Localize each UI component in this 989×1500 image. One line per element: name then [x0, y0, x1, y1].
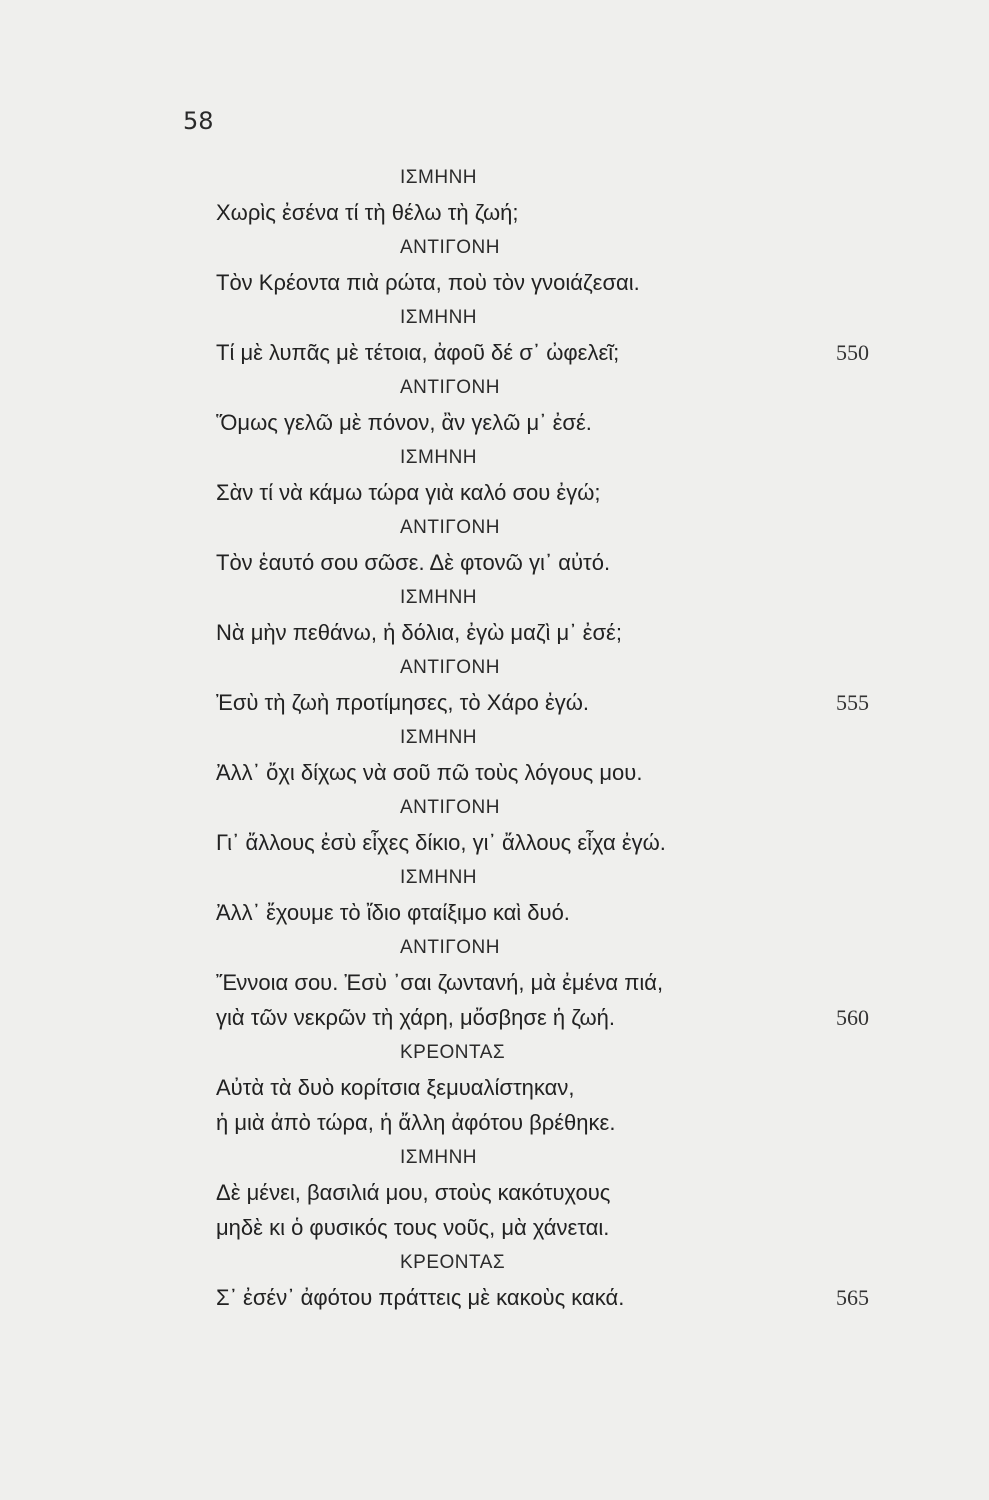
speaker-name: ΙΣΜΗΝΗ [400, 1147, 478, 1168]
verse-line [216, 1175, 989, 1210]
verse-text: Νὰ μὴν πεθάνω, ἡ δόλια, ἐγὼ μαζὶ μ᾽ ἐσέ; [216, 620, 622, 645]
verse-text: Ἐσὺ τὴ ζωὴ προτίμησες, τὸ Χάρο ἐγώ. [216, 690, 590, 715]
verse-line [216, 1105, 989, 1140]
verse-line [216, 895, 989, 930]
verse-line [216, 405, 989, 440]
speaker-name: ΑΝΤΙΓΟΝΗ [400, 377, 500, 398]
speaker-name: ΙΣΜΗΝΗ [400, 447, 478, 468]
verse-line [216, 545, 989, 580]
verse-text: Αὐτὰ τὰ δυὸ κορίτσια ξεμυαλίστηκαν, [216, 1075, 575, 1100]
verse-text: Τὸν Κρέοντα πιὰ ρώτα, ποὺ τὸν γνοιάζεσαι. [216, 270, 640, 295]
verse-text: ἡ μιὰ ἀπὸ τώρα, ἡ ἄλλη ἀφότου βρέθηκε. [216, 1110, 616, 1135]
verse-line [216, 825, 989, 860]
line-number: 555 [836, 690, 869, 715]
verse-line [216, 195, 989, 230]
verse-text: Ἔννοια σου. Ἐσὺ ᾽σαι ζωντανή, μὰ ἐμένα πιά, [216, 970, 664, 995]
speaker-name: ΚΡΕΟΝΤΑΣ [400, 1252, 506, 1273]
line-number: 550 [836, 340, 869, 365]
verse-text: μηδὲ κι ὁ φυσικός τους νοῦς, μὰ χάνεται. [216, 1215, 610, 1240]
speaker-name: ΚΡΕΟΝΤΑΣ [400, 1042, 506, 1063]
verse-line [216, 265, 989, 300]
verse-text: Γι᾽ ἄλλους ἐσὺ εἶχες δίκιο, γι᾽ ἄλλους εἶχα ἐγώ. [216, 830, 666, 855]
speaker-name: ΑΝΤΙΓΟΝΗ [400, 797, 500, 818]
verse-text: Ὅμως γελῶ μὲ πόνον, ἂν γελῶ μ᾽ ἐσέ. [216, 410, 592, 435]
verse-line [216, 1000, 989, 1035]
verse-line [216, 475, 989, 510]
verse-text: Ἀλλ᾽ ὄχι δίχως νὰ σοῦ πῶ τοὺς λόγους μου. [216, 760, 643, 785]
speaker-name: ΙΣΜΗΝΗ [400, 587, 478, 608]
verse-text: Τὸν ἑαυτό σου σῶσε. Δὲ φτονῶ γι᾽ αὐτό. [216, 550, 611, 575]
verse-line [216, 1210, 989, 1245]
verse-text: γιὰ τῶν νεκρῶν τὴ χάρη, μὄσβησε ἡ ζωή. [216, 1005, 615, 1030]
speaker-name: ΙΣΜΗΝΗ [400, 867, 478, 888]
verse-line [216, 615, 989, 650]
verse-line [216, 335, 989, 370]
speaker-name: ΙΣΜΗΝΗ [400, 727, 478, 748]
verse-line [216, 1280, 989, 1315]
verse-text: Σὰν τί νὰ κάμω τώρα γιὰ καλό σου ἐγώ; [216, 480, 601, 505]
dialogue-text [0, 160, 989, 1315]
line-number: 565 [836, 1285, 869, 1310]
verse-line [216, 965, 989, 1000]
page-number: 58 [183, 107, 214, 135]
speaker-name: ΙΣΜΗΝΗ [400, 167, 478, 188]
verse-line [216, 755, 989, 790]
verse-line [216, 1070, 989, 1105]
speaker-name: ΑΝΤΙΓΟΝΗ [400, 937, 500, 958]
speaker-name: ΑΝΤΙΓΟΝΗ [400, 657, 500, 678]
speaker-name: ΙΣΜΗΝΗ [400, 307, 478, 328]
verse-text: Σ᾽ ἐσέν᾽ ἀφότου πράττεις μὲ κακοὺς κακά. [216, 1285, 625, 1310]
verse-text: Ἀλλ᾽ ἔχουμε τὸ ἴδιο φταίξιμο καὶ δυό. [216, 900, 570, 925]
verse-text: Χωρὶς ἐσένα τί τὴ θέλω τὴ ζωή; [216, 200, 519, 225]
line-number: 560 [836, 1005, 869, 1030]
verse-text: Δὲ μένει, βασιλιά μου, στοὺς κακότυχους [216, 1180, 611, 1205]
speaker-name: ΑΝΤΙΓΟΝΗ [400, 237, 500, 258]
verse-text: Τί μὲ λυπᾶς μὲ τέτοια, ἀφοῦ δέ σ᾽ ὠφελεῖ; [216, 340, 620, 365]
speaker-name: ΑΝΤΙΓΟΝΗ [400, 517, 500, 538]
verse-line [216, 685, 989, 720]
